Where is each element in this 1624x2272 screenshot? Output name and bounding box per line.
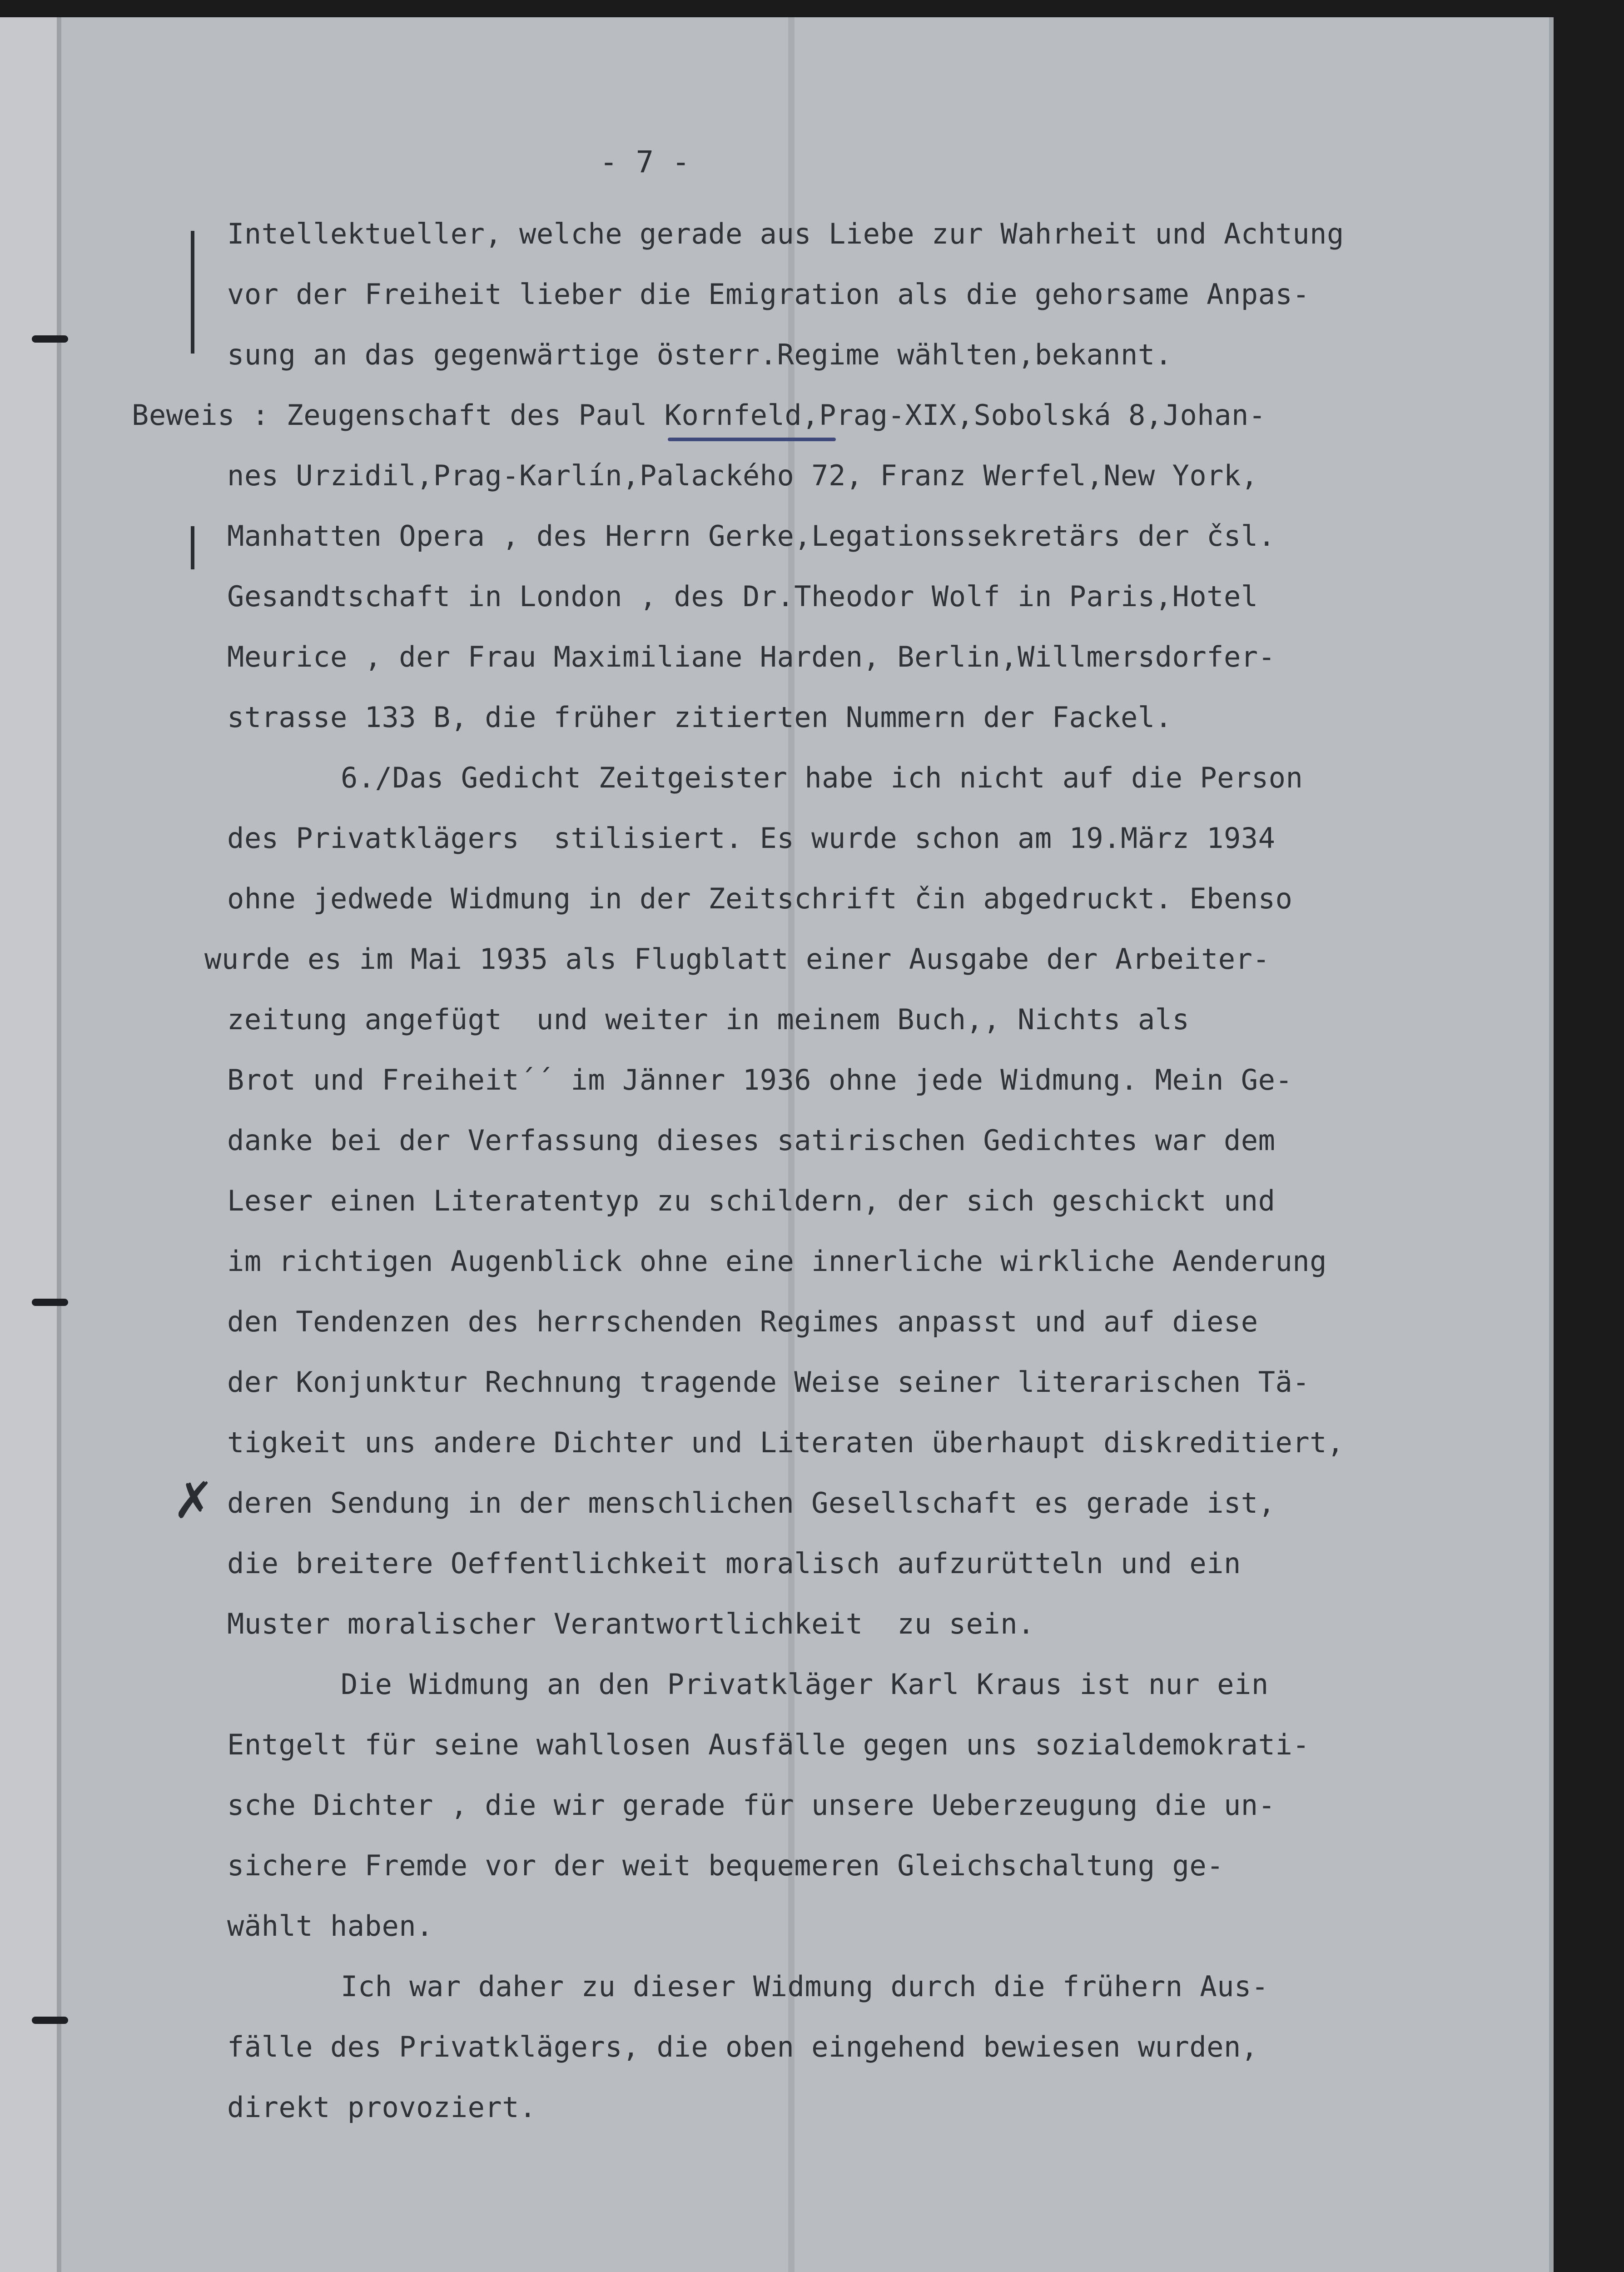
page-number: - 7 - (600, 144, 690, 179)
text-line: sichere Fremde vor der weit bequemeren Gleichschaltung ge- (227, 1849, 1224, 1882)
text-line: Muster moralischer Verantwortlichkeit zu sein. (227, 1607, 1035, 1640)
text-line: des Privatklägers stilisiert. Es wurde schon am 19.März 1934 (227, 822, 1276, 855)
text-line: vor der Freiheit lieber die Emigration als die gehorsame Anpas- (227, 278, 1310, 311)
text-line: Beweis : Zeugenschaft des Paul Kornfeld,Prag-XIX,Sobolská 8,Johan- (132, 399, 1266, 432)
text-line: Meurice , der Frau Maximiliane Harden, Berlin,Willmersdorfer- (227, 640, 1276, 673)
text-line: deren Sendung in der menschlichen Gesellschaft es gerade ist, (227, 1486, 1276, 1520)
binding-strip (0, 17, 61, 2272)
text-line: sung an das gegenwärtige österr.Regime wählten,bekannt. (227, 338, 1172, 371)
text-line: wählt haben. (227, 1909, 433, 1943)
text-line: Ich war daher zu dieser Widmung durch die frühern Aus- (341, 1970, 1269, 2003)
text-line: Leser einen Literatentyp zu schildern, der sich geschickt und (227, 1184, 1276, 1217)
text-line: Intellektueller, welche gerade aus Liebe zur Wahrheit und Achtung (227, 217, 1344, 250)
text-line: im richtigen Augenblick ohne eine innerliche wirkliche Aenderung (227, 1245, 1327, 1278)
text-line: der Konjunktur Rechnung tragende Weise seiner literarischen Tä- (227, 1365, 1310, 1399)
text-line: Gesandtschaft in London , des Dr.Theodor Wolf in Paris,Hotel (227, 580, 1258, 613)
typed-text (132, 204, 1545, 2137)
page-edge (1549, 17, 1554, 2272)
text-line: wurde es im Mai 1935 als Flugblatt einer Ausgabe der Arbeiter- (204, 942, 1270, 976)
text-line: nes Urzidil,Prag-Karlín,Palackého 72, Franz Werfel,New York, (227, 459, 1258, 492)
text-line: Entgelt für seine wahllosen Ausfälle gegen uns sozialdemokrati- (227, 1728, 1310, 1761)
text-line: sche Dichter , die wir gerade für unsere Ueberzeugung die un- (227, 1789, 1276, 1822)
text-line: die breitere Oeffentlichkeit moralisch aufzurütteln und ein (227, 1547, 1241, 1580)
text-line: ohne jedwede Widmung in der Zeitschrift čin abgedruckt. Ebenso (227, 882, 1293, 915)
text-line: zeitung angefügt und weiter in meinem Buch,, Nichts als (227, 1003, 1190, 1036)
text-line: tigkeit uns andere Dichter und Literaten überhaupt diskreditiert, (227, 1426, 1344, 1459)
text-line: direkt provoziert. (227, 2091, 536, 2124)
text-line: Brot und Freiheit´´ im Jänner 1936 ohne jede Widmung. Mein Ge- (227, 1063, 1293, 1096)
text-line: den Tendenzen des herrschenden Regimes anpasst und auf diese (227, 1305, 1258, 1338)
punch-hole (32, 1299, 68, 1306)
margin-x-mark: ✗ (173, 1471, 215, 1530)
text-line: strasse 133 B, die früher zitierten Nummern der Fackel. (227, 701, 1172, 734)
punch-hole (32, 2017, 68, 2024)
text-line: Manhatten Opera , des Herrn Gerke,Legationssekretärs der čsl. (227, 519, 1276, 553)
text-line: fälle des Privatklägers, die oben eingehend bewiesen wurden, (227, 2030, 1258, 2063)
text-line: Die Widmung an den Privatkläger Karl Kraus ist nur ein (341, 1668, 1269, 1701)
text-line: danke bei der Verfassung dieses satirischen Gedichtes war dem (227, 1124, 1276, 1157)
punch-hole (32, 335, 68, 343)
text-line: 6./Das Gedicht Zeitgeister habe ich nicht auf die Person (341, 761, 1303, 794)
document-sheet (0, 17, 1554, 2272)
